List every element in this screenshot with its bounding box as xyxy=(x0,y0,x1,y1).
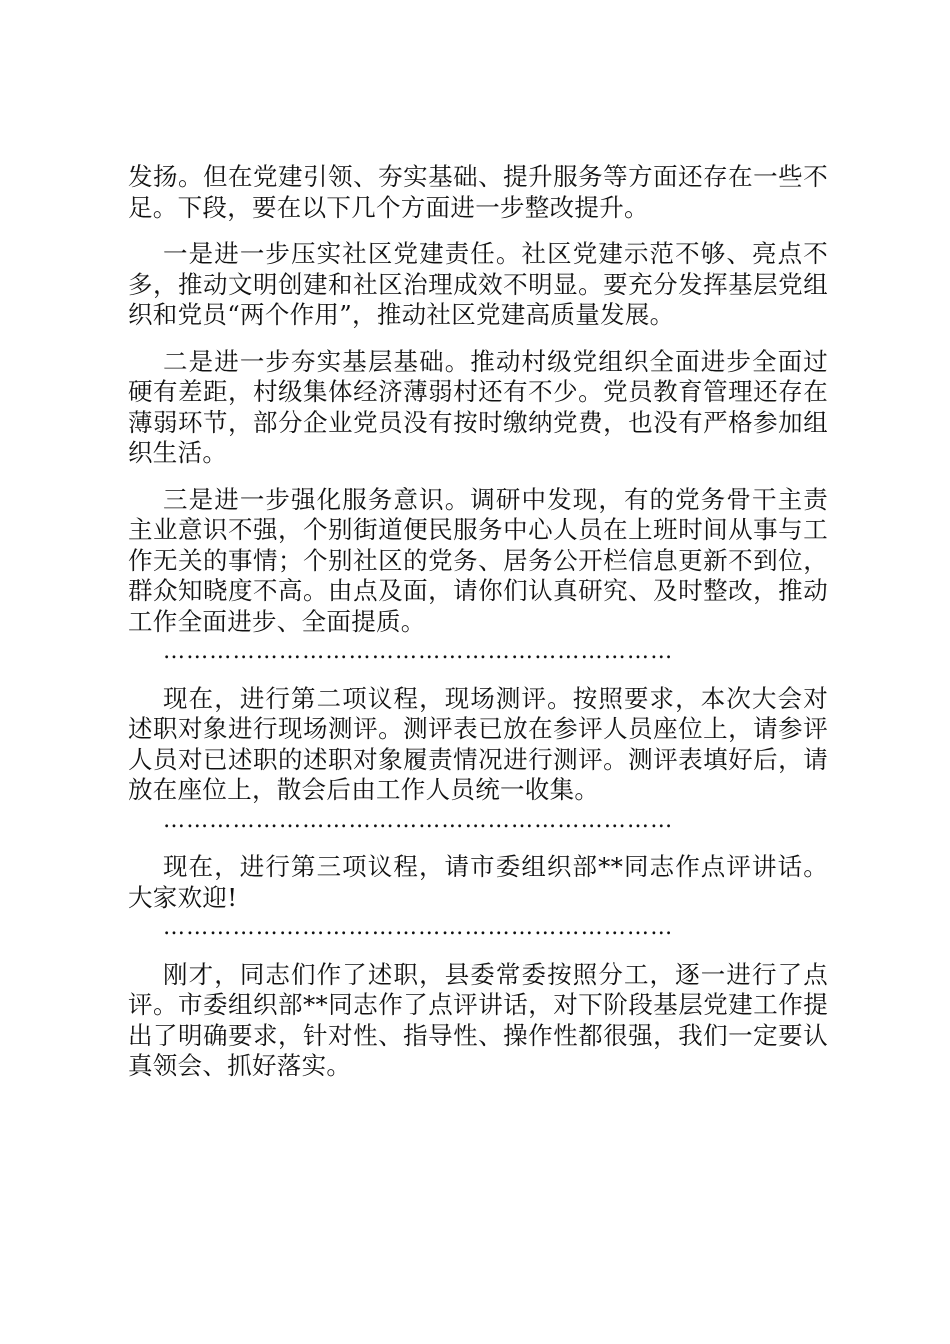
paragraph-continuation: 发扬。但在党建引领、夯实基础、提升服务等方面还存在一些不足。下段，要在以下几个方面进一步整改提升。 xyxy=(128,162,828,222)
document-body xyxy=(128,162,828,1082)
ellipsis-separator: ………………………………………………………… xyxy=(163,639,674,664)
paragraph-agenda-three: 现在，进行第三项议程，请市委组织部**同志作点评讲话。大家欢迎! xyxy=(128,852,828,912)
ellipsis-separator: ………………………………………………………… xyxy=(163,915,674,940)
paragraph-agenda-two: 现在，进行第二项议程，现场测评。按照要求，本次大会对述职对象进行现场测评。测评表已放在参评人员座位上，请参评人员对已述职的述职对象履责情况进行测评。测评表填好后，请放在座位上，散会后由工作人员统一收集。 xyxy=(128,683,828,804)
paragraph-item-three: 三是进一步强化服务意识。调研中发现，有的党务骨干主责主业意识不强，个别街道便民服务中心人员在上班时间从事与工作无关的事情；个别社区的党务、居务公开栏信息更新不到位，群众知晓度不高。由点及面，请你们认真研究、及时整改，推动工作全面进步、全面提质。 xyxy=(128,484,828,636)
paragraph-closing-remarks: 刚才，同志们作了述职，县委常委按照分工，逐一进行了点评。市委组织部**同志作了点评讲话，对下阶段基层党建工作提出了明确要求，针对性、指导性、操作性都很强，我们一定要认真领会、抓好落实。 xyxy=(128,959,828,1080)
ellipsis-separator: ………………………………………………………… xyxy=(163,807,674,833)
paragraph-item-two: 二是进一步夯实基层基础。推动村级党组织全面进步全面过硬有差距，村级集体经济薄弱村还有不少。党员教育管理还存在薄弱环节，部分企业党员没有按时缴纳党费，也没有严格参加组织生活。 xyxy=(128,346,828,467)
paragraph-item-one: 一是进一步压实社区党建责任。社区党建示范不够、亮点不多，推动文明创建和社区治理成效不明显。要充分发挥基层党组织和党员“两个作用”，推动社区党建高质量发展。 xyxy=(128,239,828,329)
